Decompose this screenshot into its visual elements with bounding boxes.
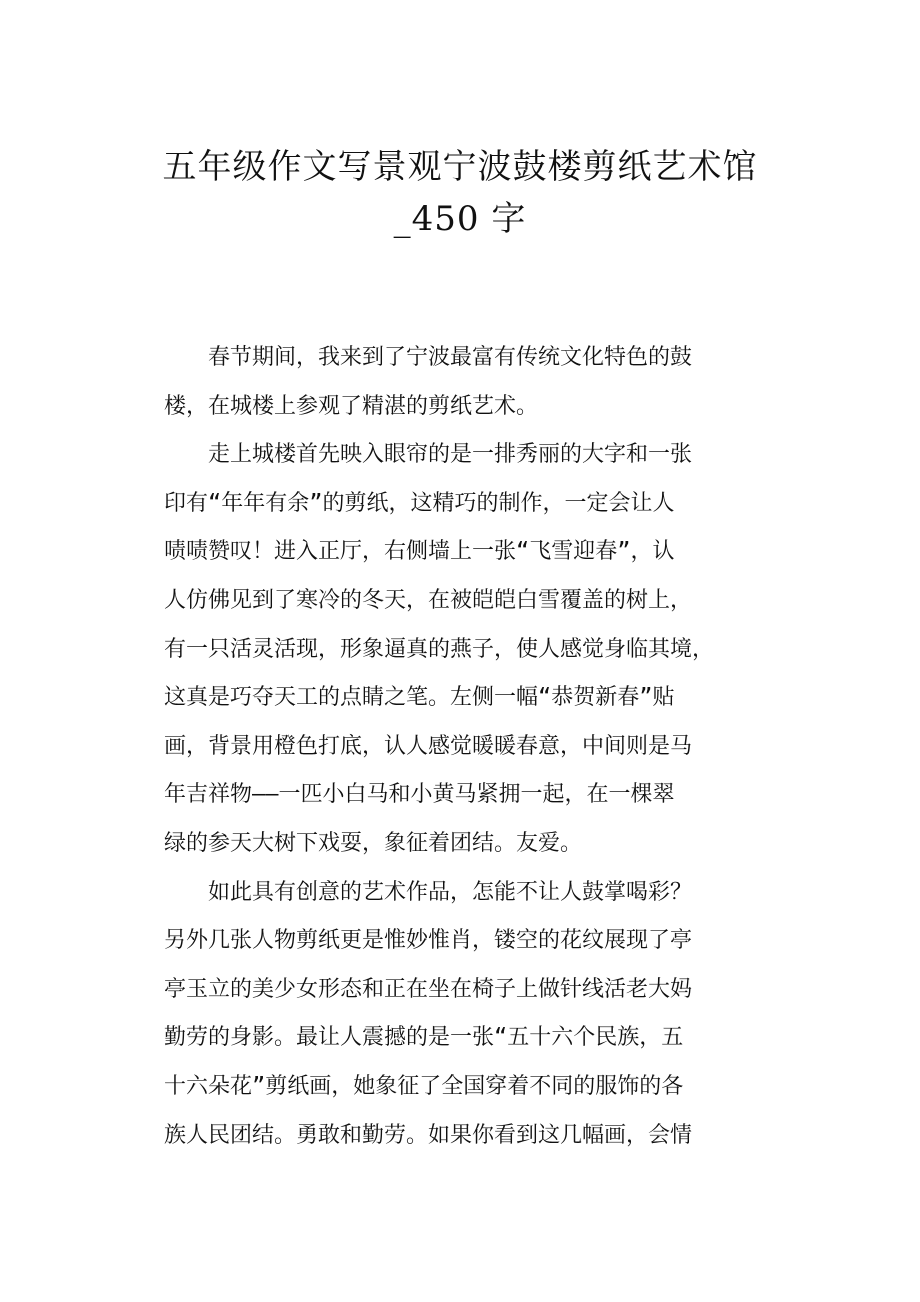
body-line: 走上城楼首先映入眼帘的是一排秀丽的大字和一张 [164, 442, 693, 468]
body-line: 勤劳的身影。最让人震撼的是一张“五十六个民族，五 [164, 1025, 684, 1051]
title-line-2: _450 字 [393, 198, 527, 239]
body-line: 年吉祥物——一匹小白马和小黄马紧拥一起，在一棵翠 [164, 782, 675, 808]
body-line: 春节期间，我来到了宁波最富有传统文化特色的鼓 [164, 345, 693, 370]
document-title [120, 141, 800, 245]
body-line: 另外几张人物剪纸更是惟妙惟肖，镂空的花纹展现了亭 [164, 928, 693, 954]
body-line: 十六朵花”剪纸画，她象征了全国穿着不同的服饰的各 [164, 1073, 684, 1099]
body-line: 人仿佛见到了寒冷的冬天，在被皑皑白雪覆盖的树上， [164, 587, 693, 613]
body-line: 亭玉立的美少女形态和正在坐在椅子上做针线活老大妈 [164, 976, 693, 1002]
body-line: 如此具有创意的艺术作品，怎能不让人鼓掌喝彩？ [164, 879, 693, 905]
body-line: 楼，在城楼上参观了精湛的剪纸艺术。 [164, 393, 539, 419]
body-line: 族人民团结。勇敢和勤劳。如果你看到这几幅画，会情 [164, 1122, 693, 1148]
document-body [164, 334, 774, 1160]
title-line-1: 五年级作文写景观宁波鼓楼剪纸艺术馆 [162, 146, 758, 187]
body-line: 印有“年年有余”的剪纸，这精巧的制作，一定会让人 [164, 490, 675, 516]
body-line: 啧啧赞叹！进入正厅，右侧墙上一张“飞雪迎春”，认 [164, 539, 675, 565]
body-line: 画，背景用橙色打底，认人感觉暖暖春意，中间则是马 [164, 733, 693, 759]
body-line: 有一只活灵活现，形象逼真的燕子，使人感觉身临其境， [164, 636, 715, 662]
body-line: 绿的参天大树下戏耍，象征着团结。友爱。 [164, 830, 583, 856]
body-line: 这真是巧夺天工的点睛之笔。左侧一幅“恭贺新春”贴 [164, 685, 675, 711]
